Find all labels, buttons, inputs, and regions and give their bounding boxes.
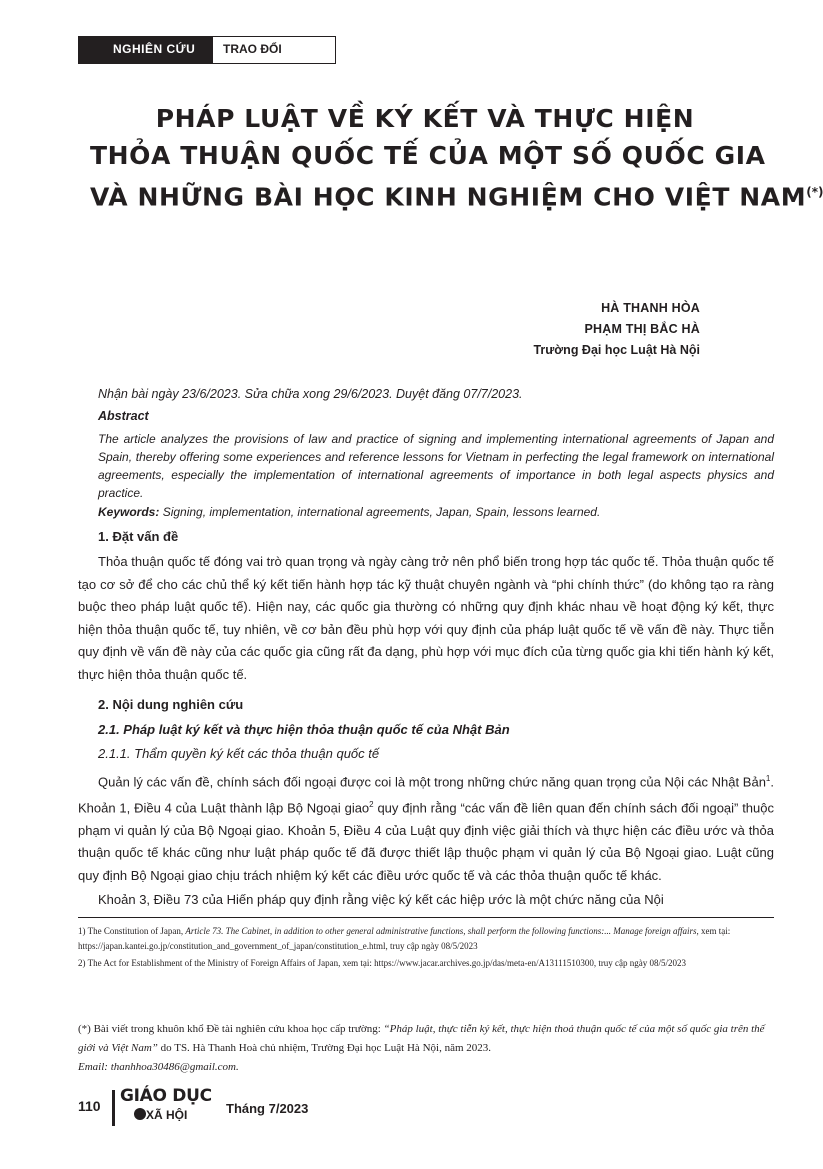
section-2-1-heading: 2.1. Pháp luật ký kết và thực hiện thỏa thuận quốc tế của Nhật Bản [98, 722, 510, 737]
title-line-3 [90, 174, 823, 215]
footnote-1-quote: Article 73. The Cabinet, in addition to other general administrative functions, shall perform the following functions:... Manage foreign affairs [185, 926, 697, 936]
title-line-2: THỎA THUẬN QUỐC TẾ CỦA MỘT SỐ QUỐC GIA [90, 141, 766, 170]
section-1-paragraph: Thỏa thuận quốc tế đóng vai trò quan trọng và ngày càng trở nên phổ biến trong hợp tác quốc tế. Thỏa thuận quốc tế tạo cơ sở để cho các chủ thể ký kết tiến hành hợp tác kỹ thuật chuyên ngành và “phi chính thức” (do không tạo ra ràng buộc theo pháp luật quốc tế). Hiện nay, các quốc gia thường có những quy định khác nhau về hoạt động ký kết, thực hiện thỏa thuận quốc tế, tuy nhiên, về cơ bản đều phù hợp với quy định của pháp luật quốc tế về vấn đề này. Thực tiễn quy định về vấn đề này của các quốc gia cũng rất đa dạng, phù hợp với mục đích của từng quốc gia khi tiến hành ký kết, thực hiện thỏa thuận quốc tế. [78, 554, 774, 682]
journal-logo-top: GIÁO DỤC [120, 1086, 212, 1106]
journal-logo-ampersand-icon [134, 1108, 146, 1120]
author-block [533, 298, 700, 361]
submission-dates: Nhận bài ngày 23/6/2023. Sửa chữa xong 29/6/2023. Duyệt đăng 07/7/2023. [98, 387, 523, 401]
footnote-1-link: , xem tại: https://japan.kantei.go.jp/constitution_and_government_of_japan/constitution_e.html, truy cập ngày 08/5/2023 [78, 926, 731, 951]
issue-date: Tháng 7/2023 [226, 1101, 309, 1116]
footnote-2: 2) The Act for Establishment of the Ministry of Foreign Affairs of Japan, xem tại: https://www.jacar.archives.go.jp/das/meta-en/A13111510300, truy cập ngày 08/5/2023 [78, 958, 687, 968]
section-2-1-1-paragraph-2: Khoản 3, Điều 73 của Hiến pháp quy định rằng việc ký kết các hiệp ước là một chức năng của Nội [98, 892, 664, 907]
author-affiliation: Trường Đại học Luật Hà Nội [533, 343, 700, 357]
page-number: 110 [78, 1098, 101, 1114]
footnote-ref-1: 1 [765, 774, 771, 783]
keywords-text: Signing, implementation, international agreements, Japan, Spain, lessons learned. [159, 505, 601, 519]
title-line-3-text: VÀ NHỮNG BÀI HỌC KINH NGHIỆM CHO VIỆT NAM [90, 182, 807, 212]
section-1-heading: 1. Đặt vấn đề [98, 529, 179, 544]
footnote-divider [78, 917, 774, 918]
section-2-1-1-paragraph [78, 768, 774, 887]
section-2-1-1-heading: 2.1.1. Thẩm quyền ký kết các thỏa thuận quốc tế [98, 746, 380, 761]
funding-note-prefix: (*) Bài viết trong khuôn khổ Đề tài nghiên cứu khoa học cấp trường: [78, 1023, 384, 1035]
journal-logo-bottom: XÃ HỘI [146, 1108, 188, 1122]
abstract-heading: Abstract [98, 409, 149, 423]
abstract-text: The article analyzes the provisions of law and practice of signing and implementing international agreements of Japan and Spain, thereby offering some experiences and reference lessons for Vietnam in perfecting the legal framework on international agreements, especially the implementation of international agreements of importance in both legal aspects physics and practice. [98, 432, 774, 500]
title-line-1: PHÁP LUẬT VỀ KÝ KẾT VÀ THỰC HIỆN [155, 104, 695, 133]
funding-note-title: “Pháp luật, thực tiễn ký kết, thực hiện thoả thuận quốc tế của một số quốc gia trên thế giới và Việt Nam” [78, 1023, 765, 1054]
author-name-2: PHẠM THỊ BẮC HÀ [584, 322, 700, 336]
author-name-1: HÀ THANH HÒA [601, 301, 700, 315]
funding-note [78, 1020, 774, 1058]
footnote-1 [78, 924, 774, 954]
funding-note-suffix: do TS. Hà Thanh Hoà chủ nhiệm, Trường Đại học Luật Hà Nội, năm 2023. [157, 1042, 492, 1054]
keywords-line [98, 505, 774, 519]
title-note-mark: (*) [806, 185, 823, 199]
keywords-label: Keywords: [98, 505, 160, 519]
paragraph-text-b: . Khoản 1, Điều 4 của Luật thành lập Bộ Ngoại giao [78, 774, 774, 816]
footnote-ref-2: 2 [369, 799, 374, 809]
section-label-secondary: TRAO ĐỔI [223, 42, 282, 56]
footnote-1-source: 1) The Constitution of Japan, [78, 926, 186, 936]
section-2-heading: 2. Nội dung nghiên cứu [98, 697, 244, 712]
paragraph-text-a: Quản lý các vấn đề, chính sách đối ngoại được coi là một trong những chức năng quan trọng của Nội các Nhật Bản [98, 774, 766, 790]
paragraph-text-c: quy định rằng “các vấn đề liên quan đến chính sách đối ngoại” thuộc phạm vi quản lý của Bộ Ngoại giao. Khoản 5, Điều 4 của Luật quy định việc giải thích và thực hiện các điều ước và thỏa thuận quốc tế khác cũng như luật pháp quốc tế đã được thiết lập thuộc phạm vi quản lý của Bộ Ngoại giao. Luật cũng quy định Bộ Ngoại giao chịu trách nhiệm ký kết các điều ước quốc tế và các thỏa thuận quốc tế khác. [78, 800, 775, 883]
section-label-primary: NGHIÊN CỨU [79, 37, 213, 63]
author-email: Email: thanhhoa30486@gmail.com. [78, 1061, 239, 1073]
footer-divider [112, 1090, 115, 1126]
section-banner [78, 36, 336, 64]
article-title [90, 100, 823, 215]
